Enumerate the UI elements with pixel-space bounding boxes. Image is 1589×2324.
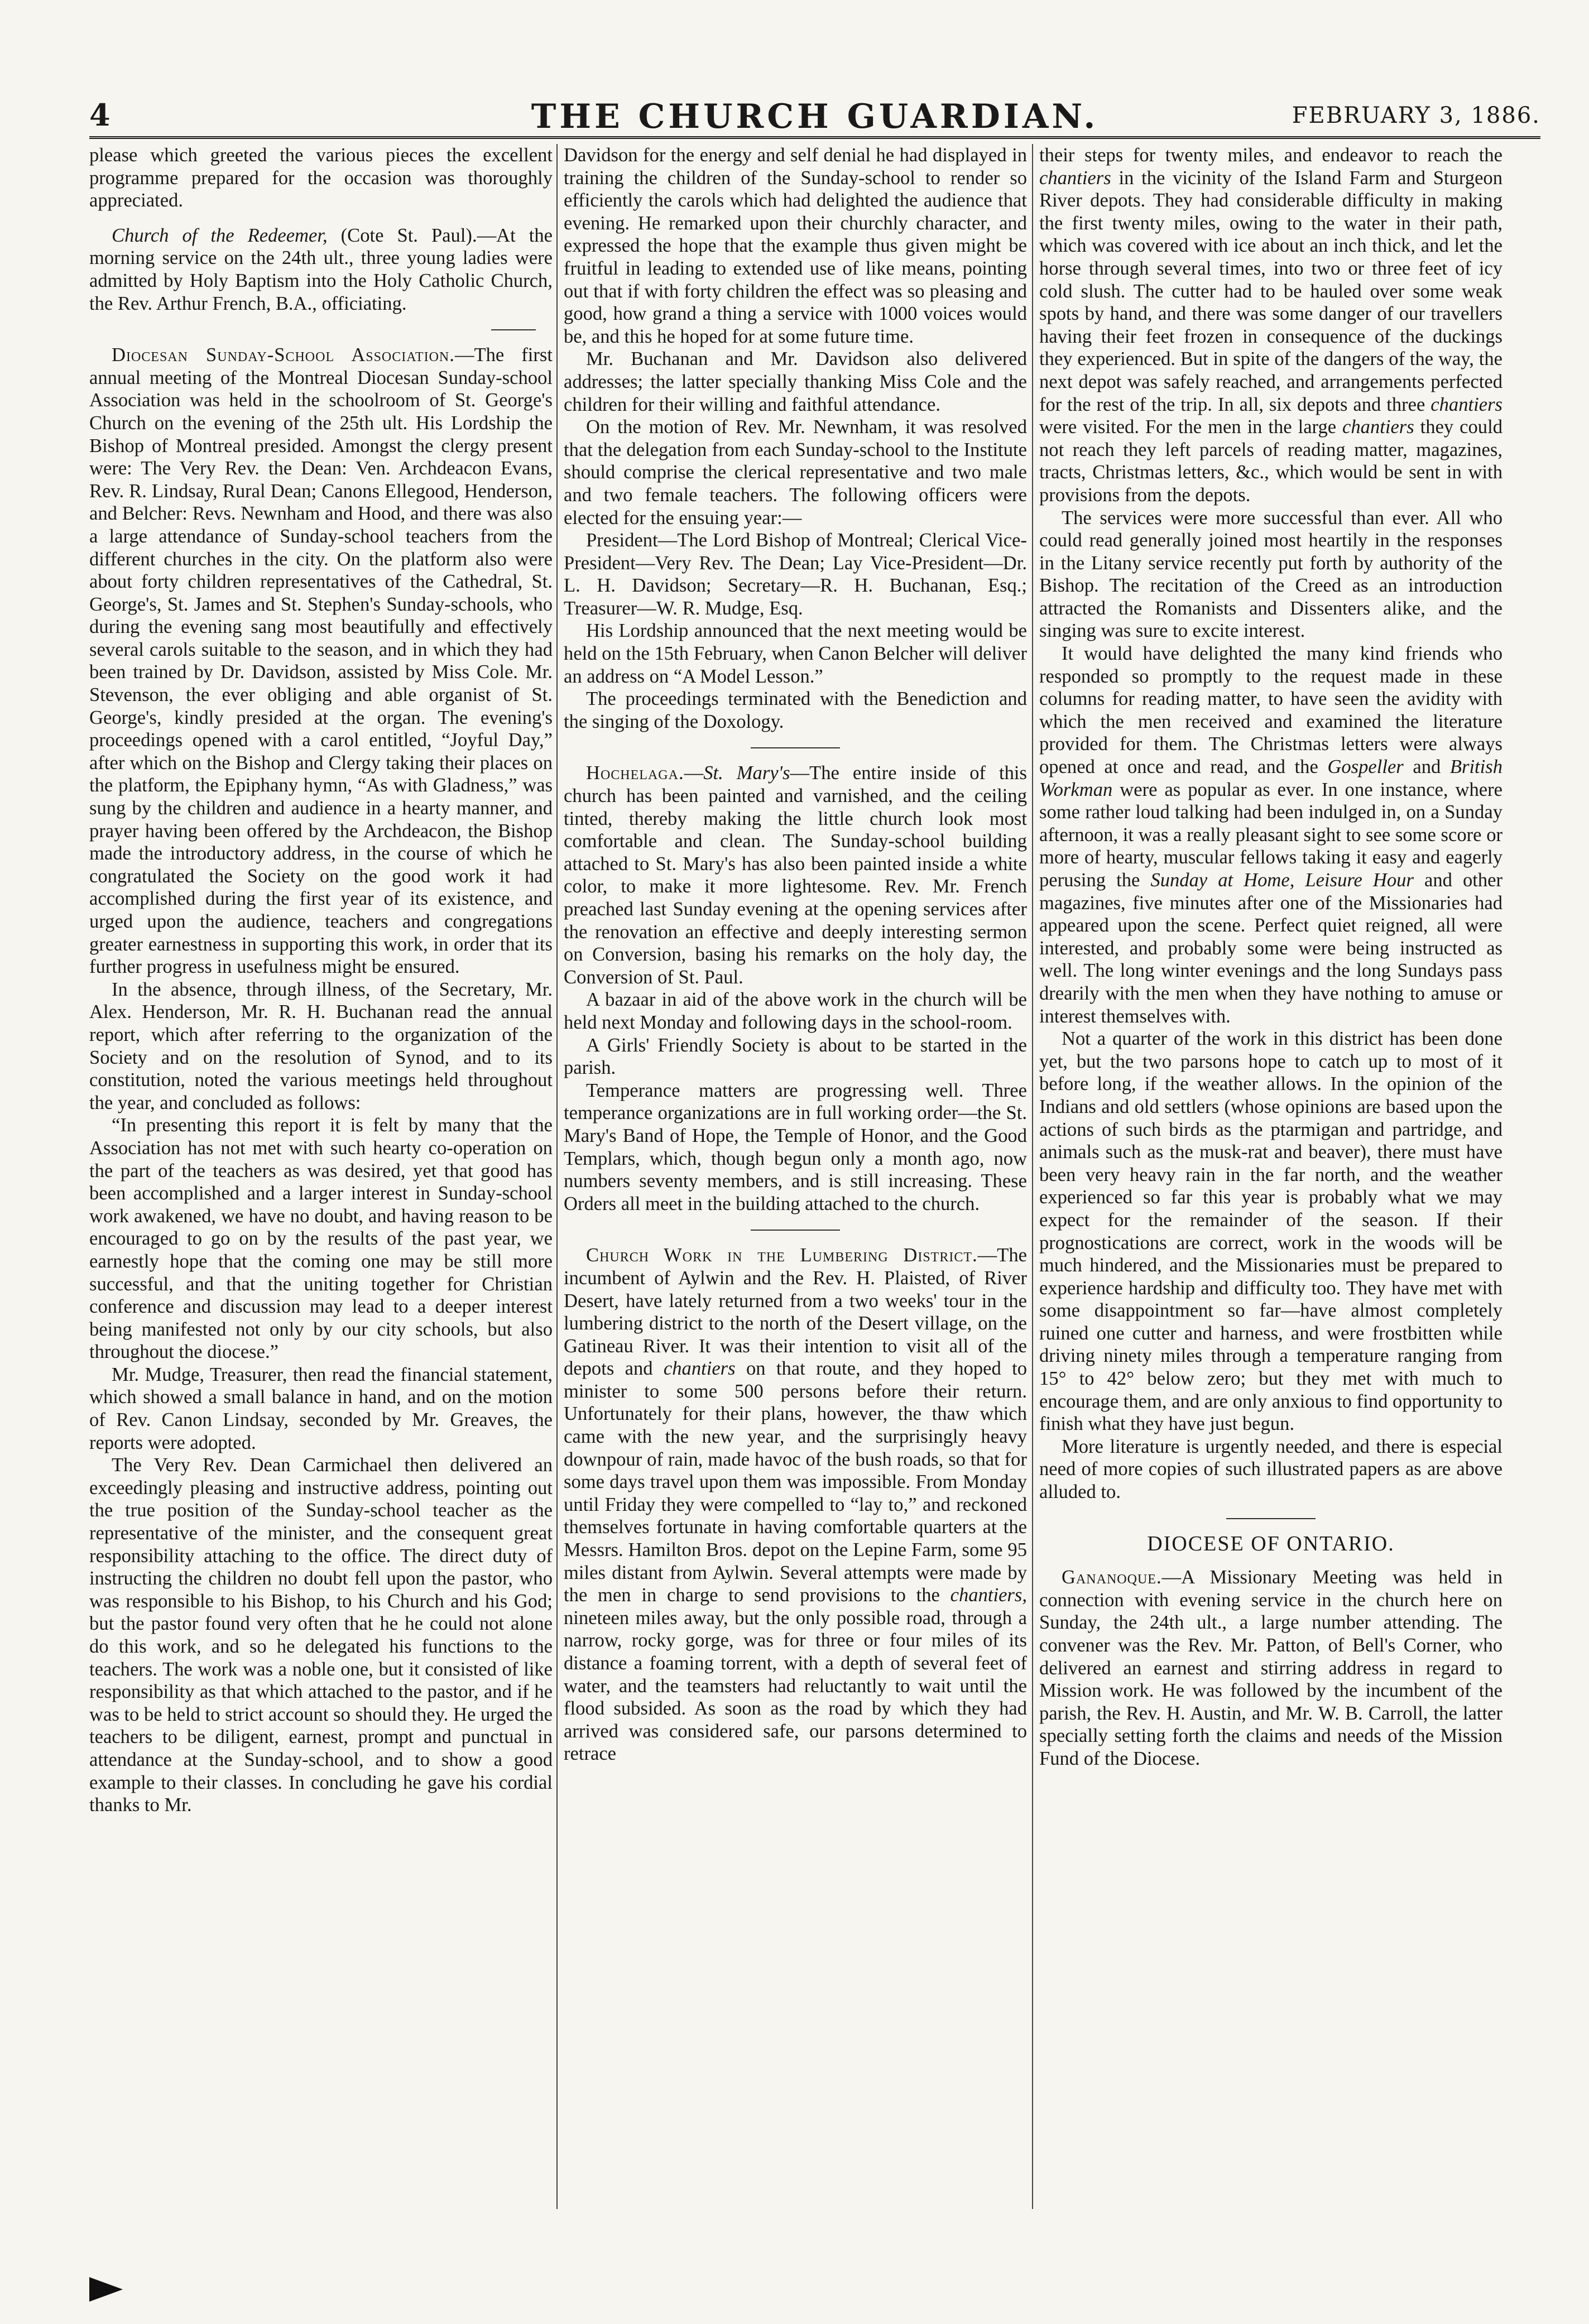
paragraph: A bazaar in aid of the above work in the church will be held next Monday and following days in the school-room. (564, 989, 1027, 1033)
paragraph-text: nineteen miles away, but the only possible road, through a narrow, rocky gorge, was for three or four miles of its distance a foaming torrent, with a depth of several feet of water, and the teamsters had reluctantly to wait until the flood subsided. As soon as the road by which they had arrived was considered safe, our parsons determined to retrace (564, 1607, 1027, 1765)
paragraph (1039, 144, 1502, 507)
paragraph: Temperance matters are progressing well. Three temperance organizations are in full working order—the St. Mary's Band of Hope, the Temple of Honor, and the Good Templars, which, though begun only a month ago, now numbers seventy members, and is still increasing. These Orders all meet in the building attached to the church. (564, 1079, 1027, 1214)
paragraph-text: —The incumbent of Aylwin and the Rev. H. Plaisted, of River Desert, have lately returned from a two weeks' tour in the lumbering district to the north of the Desert village, on the Gatineau River. It was their intention to visit all of the depots and (564, 1245, 1027, 1380)
section-title: DIOCESE OF ONTARIO. (1147, 1531, 1395, 1555)
paragraph-text: It would have delighted the many kind friends who responded so promptly to the request made in these columns for reading matter, to have seen the avidity with which the men received and examined the literature provided for them. The Christmas letters were always opened at once and read, and the (1039, 643, 1502, 778)
paragraph: On the motion of Rev. Mr. Newnham, it was resolved that the delegation from each Sunday-school to the Institute should comprise the clerical representative and two male and two female teachers. The following officers were elected for the ensuing year:— (564, 416, 1027, 529)
column-1 (89, 144, 553, 2226)
paragraph (89, 344, 553, 978)
arrow-right-icon (89, 2277, 123, 2302)
paragraph-text: in the vicinity of the Island Farm and Sturgeon River depots. They had considerable difficulty in making the first twenty miles, owing to the water in their path, which was covered with ice about an inch thick, and let the horse through several times, into two or three feet of icy cold slush. The cutter had to be hauled over some weak spots by hand, and there was some danger of our travellers having their feet frozen in consequence of the duckings they experienced. But in spite of the dangers of the way, the next depot was safely reached, and arrangements perfected for the rest of the trip. In all, six depots and three (1039, 167, 1502, 415)
column-3 (1039, 144, 1502, 2226)
paragraph (564, 1244, 1027, 1765)
paragraph-text: were as popular as ever. In one instance, where some rather loud talking had been indulged in, on a Sunday afternoon, it was a really pleasant sight to see some score or more of hearty, muscular fellows taking it easy and eagerly perusing the (1039, 779, 1502, 891)
section-divider (751, 747, 840, 748)
paragraph: The proceedings terminated with the Benediction and the singing of the Doxology. (564, 688, 1027, 732)
paragraph-text: —The entire inside of this church has been painted and varnished, and the ceiling tinted, thereby making the little church look most comfortable and clean. The Sunday-school building attached to St. Mary's has also been painted inside a white color, to make it more lightesome. Rev. Mr. French preached last Sunday evening at the opening services after the renovation an effective and deeply interesting sermon on Conversion, basing his remarks on the holy day, the Conversion of St. Paul. (564, 762, 1027, 988)
paragraph: Davidson for the energy and self denial he had displayed in training the children of the Sunday-school to render so efficiently the carols which had delighted the audience that evening. He remarked upon their churchly character, and expressed the hope that the example thus given might be fruitful in leading to extended use of like means, pointing out that if with forty children the effect was so pleasing and good, how grand a thing a service with 1000 voices would be, and this he hoped for at some future time. (564, 145, 1027, 347)
italic-term: chantiers (663, 1358, 736, 1380)
italic-term: chantiers (1342, 416, 1414, 438)
italic-term: Gospeller (1327, 756, 1404, 778)
paragraph (1039, 1566, 1502, 1770)
section-divider (491, 329, 536, 330)
paragraph: A Girls' Friendly Society is about to be started in the parish. (564, 1034, 1027, 1079)
paragraph: More literature is urgently needed, and there is especial need of more copies of such illustrated papers as are above alluded to. (1039, 1435, 1502, 1503)
paragraph: His Lordship announced that the next meeting would be held on the 15th February, when Canon Belcher will deliver an address on “A Model Lesson.” (564, 620, 1027, 687)
parish-name: St. Mary's (703, 762, 790, 784)
paragraph: please which greeted the various pieces the excellent programme prepared for the occasion was thoroughly appreciated. (89, 145, 553, 212)
column-rule (556, 144, 558, 2209)
issue-date: FEBRUARY 3, 1886. (1292, 103, 1540, 128)
masthead-title: THE CHURCH GUARDIAN. (531, 97, 1099, 136)
section-divider (751, 1230, 840, 1231)
paragraph-text: and other magazines, five minutes after one of the Missionaries had appeared upon the scene. Perfect quiet reigned, all were interested, and probably some were being instructed as well. The long winter evenings and the long Sundays pass drearily with the men when they have nothing to amuse or interest themselves with. (1039, 870, 1502, 1027)
section-divider (1226, 1518, 1316, 1519)
page-number: 4 (89, 97, 111, 133)
officers-list: President—The Lord Bishop of Montreal; Clerical Vice-President—Very Rev. The Dean; Lay Vice-President—Dr. L. H. Davidson; Secretary—R. H. Buchanan, Esq.; Treasurer—W. R. Mudge, Esq. (564, 530, 1027, 619)
paragraph: Mr. Buchanan and Mr. Davidson also delivered addresses; the latter specially thanking Miss Cole and the children for their willing and faithful attendance. (564, 348, 1027, 415)
paragraph: The services were more successful than ever. All who could read generally joined most heartily in the responses in the Litany service recently put forth by authority of the Bishop. The recitation of the Creed as an introduction attracted the Romanists and Dissenters alike, and the singing was sure to excite interest. (1039, 507, 1502, 642)
paragraph (1039, 642, 1502, 1027)
parish-name: Church of the Redeemer, (112, 224, 328, 246)
paragraph (564, 762, 1027, 988)
paragraph-text: and (1403, 756, 1450, 778)
paragraph-text: on that route, and they hoped to minister to some 500 persons before their return. Unfortunately for their plans, however, the thaw which came with the new year, and the surprisingly heavy downpour of rain, made havoc of the bush roads, so that for some days travel upon them was impossible. From Monday until Friday they were compelled to “lay to,” and reckoned themselves fortunate in having comfortable quarters at the Messrs. Hamilton Bros. depot on the Lepine Farm, some 95 miles distant from Aylwin. Several attempts were made by the men in charge to send provisions to the (564, 1358, 1027, 1606)
paragraph: In the absence, through illness, of the Secretary, Mr. Alex. Henderson, Mr. R. H. Buchanan read the annual report, which after referring to the organization of the Society and on the resolution of Synod, and to its constitution, noted the various meetings held throughout the year, and concluded as follows: (89, 978, 553, 1113)
dash: — (684, 762, 704, 784)
italic-term: Sunday at Home, Leisure Hour (1150, 870, 1414, 891)
paragraph (89, 224, 553, 315)
page-header (89, 97, 1540, 139)
paragraph: Mr. Mudge, Treasurer, then read the financial statement, which showed a small balance in hand, and on the motion of Rev. Canon Lindsay, seconded by Mr. Greaves, the reports were adopted. (89, 1363, 553, 1453)
paragraph-text: their steps for twenty miles, and endeavor to reach the (1039, 145, 1502, 166)
paragraph-text: —The first annual meeting of the Montreal Diocesan Sunday-school Association was held in the schoolroom of St. George's Church on the evening of the 25th ult. His Lordship the Bishop of Montreal presided. Amongst the clergy present were: The Very Rev. the Dean: Ven. Archdeacon Evans, Rev. R. Lindsay, Rural Dean; Canons Ellegood, Henderson, and Belcher: Revs. Newnham and Hood, and there was also a large attendance of Sunday-school teachers from the different churches in the city. On the platform also were about forty children representatives of the Cathedral, St. George's, St. James and St. Stephen's Sunday-schools, who during the evening sang most beautifully and effectively several carols suitable to the season, and in which they had been trained by Dr. Davidson, assisted by Miss Cole. Mr. Stevenson, the ever obliging and able organist of St. George's, kindly presided at the organ. The evening's proceedings opened with a carol entitled, “Joyful Day,” after which on the Bishop and Clergy taking their places on the platform, the Epiphany hymn, “As with Gladness,” was sung by the children and audience in a hearty manner, and prayer having been offered by the Archdeacon, the Bishop made the introductory address, in the course of which he congratulated the Society on the good work it had accomplished during the first year of its existence, and urged upon the audience, teachers and congregations greater earnestness in supporting this work, in order that its further progress in usefulness might be ensured. (89, 344, 553, 978)
paragraph-text: they could not reach they left parcels of reading matter, magazines, tracts, Christmas letters, &c., which would be sent in with provisions from the depots. (1039, 416, 1502, 506)
paragraph-text: were visited. For the men in the large (1039, 416, 1343, 438)
quoted-report: “In presenting this report it is felt by many that the Association has not met with such hearty co-operation on the part of the teachers as was desired, yet that good has been accomplished and a larger interest in Sunday-school work awakened, we have no doubt, and having reason to be encouraged to go on by the results of the past year, we earnestly hope that the coming one may be still more successful, and that the uniting together for Christian conference and discussion may lead to a deeper interest being manifested not only by our city schools, but also throughout the diocese.” (89, 1115, 553, 1363)
article-heading: Diocesan Sunday-School Association. (112, 344, 455, 366)
paragraph-text: (Cote St. Paul).—At the morning service on the 24th ult., three young ladies were admitted by Holy Baptism into the Holy Catholic Church, the Rev. Arthur French, B.A., officiating. (89, 224, 553, 314)
column-2 (564, 144, 1027, 2226)
italic-term: British Workman (1039, 756, 1502, 800)
paragraph: The Very Rev. Dean Carmichael then delivered an exceedingly pleasing and instructive address, pointing out the true position of the Sunday-school teacher as the representative of the minister, and the consequent great responsibility attaching to the office. The direct duty of instructing the children no doubt fell upon the pastor, who was responsible to his Bishop, to his Church and his God; but the pastor found very often that he he could not alone do this work, and so he delegated his functions to the teachers. The work was a noble one, but it consisted of like responsibility as that which attached to the pastor, and if he was to be held to strict account so should they. He urged the teachers to be diligent, earnest, prompt and punctual in attendance at the Sunday-school, and to show a good example to their classes. In concluding he gave his cordial thanks to Mr. (89, 1454, 553, 1816)
article-heading: Church Work in the Lumbering District. (586, 1245, 978, 1266)
column-rule (1032, 144, 1033, 2209)
paragraph: Not a quarter of the work in this district has been done yet, but the two parsons hope to catch up to most of it before long, if the weather allows. In the opinion of the Indians and old settlers (whose opinions are based upon the actions of such birds as the ptarmigan and partridge, and animals such as the musk-rat and beaver), there must have been very heavy rain in the far north, and the weather experienced so far this year is probably what we may expect for the remainder of the season. If their prognostications are correct, work in the woods will be much hindered, and the Missionaries must be prepared to experience hardship and difficulty too. They have met with some disappointment so far—have almost completely ruined one cutter and harness, and were frostbitten while driving ninety miles through a temperature ranging from 15° to 42° below zero; but they met with much to encourage them, and are only anxious to find opportunity to finish what they have just begun. (1039, 1028, 1502, 1435)
italic-term: chantiers (1039, 167, 1111, 189)
italic-term: chantiers, (950, 1584, 1027, 1606)
italic-term: chantiers (1430, 393, 1502, 415)
article-heading: Gananoque. (1062, 1567, 1162, 1588)
article-heading: Hochelaga. (586, 762, 684, 784)
paragraph-text: —A Missionary Meeting was held in connection with evening service in the church here on Sunday, the 24th ult., a large number attending. The convener was the Rev. Mr. Patton, of Bell's Corner, who delivered an earnest and stirring address in regard to Mission work. He was followed by the incumbent of the parish, the Rev. H. Austin, and Mr. W. B. Carroll, the latter specially setting forth the claims and needs of the Mission Fund of the Diocese. (1039, 1567, 1502, 1769)
